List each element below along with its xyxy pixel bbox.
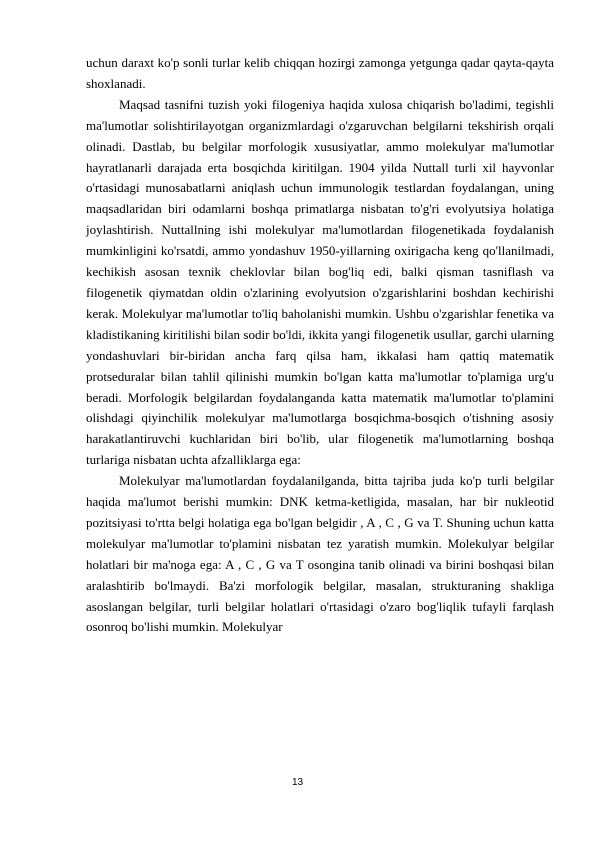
body-text: [86, 53, 554, 638]
paragraph-continuation: uchun daraxt ko'p sonli turlar kelib chiqqan hozirgi zamonga yetgunga qadar qayta-qayta shoxlanadi.: [86, 55, 554, 91]
paragraph-molecular-advantages: Molekulyar ma'lumotlardan foydalanilganda, bitta tajriba juda ko'p turli belgilar haqida ma'lumot berishi mumkin: DNK ketma-ketligida, masalan, har bir nukleotid pozitsiyasi to'rtta belgi holatiga ega bo'lgan belgidir , A , C , G va T. Shuning uchun katta molekulyar ma'lumotlar to'plamini nisbatan tez yaratish mumkin. Molekulyar belgilar holatlari bir ma'noga ega: A , C , G va T osongina tanib olinadi va birini boshqasi bilan aralashtirib bo'lmaydi. Ba'zi morfologik belgilar, masalan, strukturaning shakliga asoslangan belgilar, turli belgilar holatlari o'rtasidagi o'zaro bog'liqlik tufayli farqlash osonroq bo'lishi mumkin. Molekulyar: [86, 473, 554, 635]
page-number: 13: [291, 777, 304, 788]
paragraph-molecular-data-history: Maqsad tasnifni tuzish yoki filogeniya haqida xulosa chiqarish bo'ladimi, tegishli ma'lumotlar solishtirilayotgan organizmlardagi o'zgaruvchan belgilarni tekshirish orqali olinadi. Dastlab, bu belgilar morfologik xususiyatlar, ammo molekulyar ma'lumotlar hayratlanarli darajada erta bosqichda kiritilgan. 1904 yilda Nuttall turli xil hayvonlar o'rtasidagi munosabatlarni aniqlash uchun immunologik testlardan foydalangan, uning maqsadlaridan biri odamlarni boshqa primatlarga nisbatan to'g'ri evolyutsiya holatiga joylashtirish. Nuttallning ishi molekulyar ma'lumotlardan filogenetikada foydalanish mumkinligini ko'rsatdi, ammo yondashuv 1950-yillarning oxirigacha keng qo'llanilmadi, kechikish asosan texnik cheklovlar bilan bog'liq edi, balki qisman tasniflash va filogenetik qiymatdan oldin o'zlarining evolyutsion o'zgarishlarini boshdan kechirishi kerak. Molekulyar ma'lumotlar to'liq baholanishi mumkin. Ushbu o'zgarishlar fenetika va kladistikaning kiritilishi bilan sodir bo'ldi, ikkita yangi filogenetik usullar, garchi ularning yondashuvlari bir-biridan ancha farq qilsa ham, ikkalasi ham qattiq matematik protseduralar bilan tahlil qilinishi mumkin bo'lgan katta ma'lumotlar to'plamiga urg'u beradi. Morfologik belgilardan foydalanganda katta matematik ma'lumotlar to'plamini olishdagi qiyinchilik molekulyar ma'lumotlarga bosqichma-bosqich o'tishning asosiy harakatlantiruvchi kuchlaridan biri bo'lib, ular filogenetik ma'lumotlarning boshqa turlariga nisbatan uchta afzalliklarga ega:: [86, 96, 554, 468]
